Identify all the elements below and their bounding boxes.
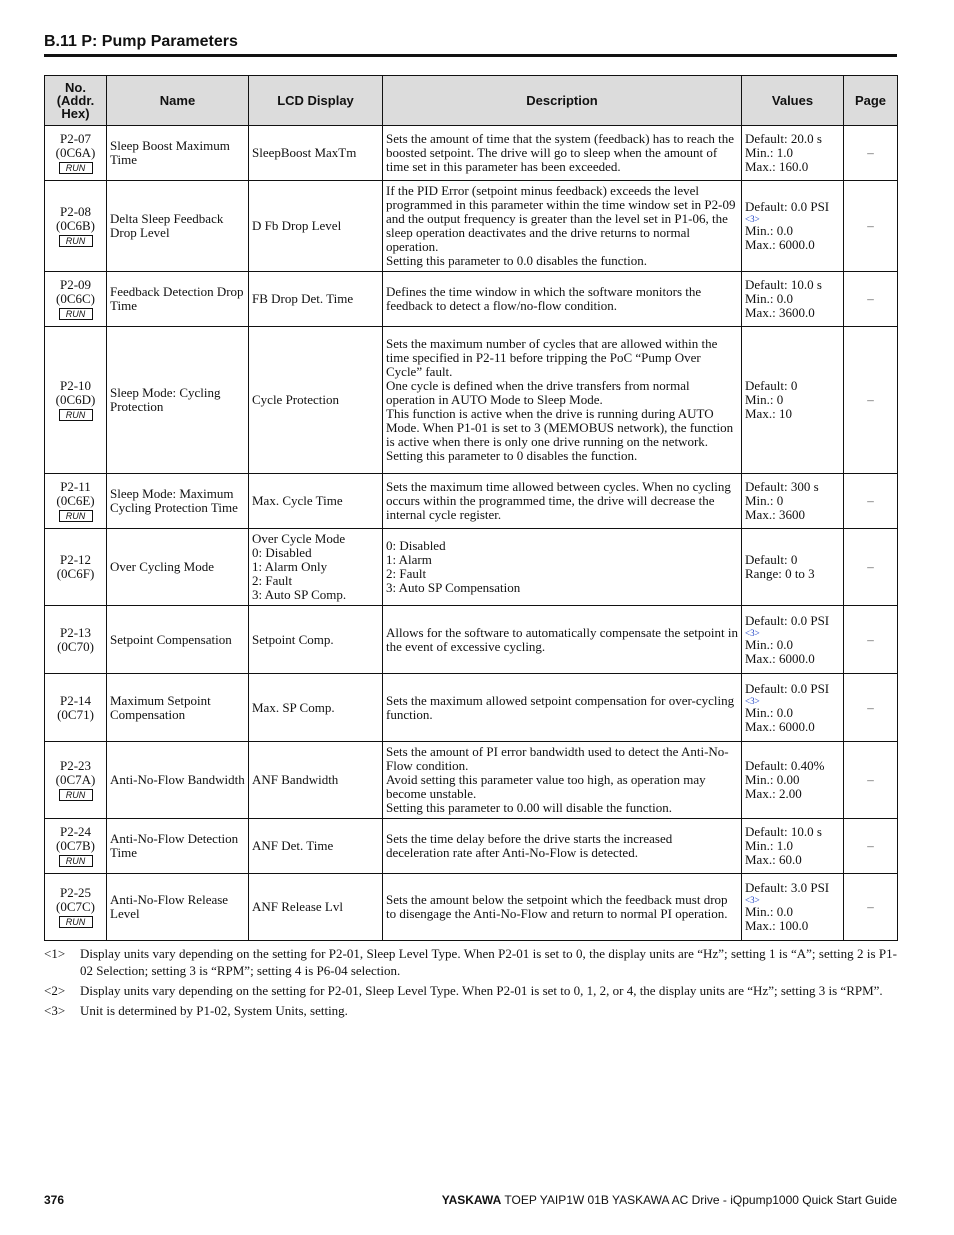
default-value: Default: 20.0 s — [745, 131, 822, 146]
param-number: P2-07 — [59, 131, 92, 146]
table-row — [45, 674, 898, 742]
page-reference: – — [844, 529, 898, 606]
param-number: P2-24 — [59, 824, 92, 839]
description-cell — [383, 529, 742, 606]
footnote — [44, 1002, 897, 1019]
param-number-cell — [45, 606, 107, 674]
page-reference: – — [844, 272, 898, 327]
param-number: P2-08 — [59, 204, 92, 219]
values-cell — [742, 674, 844, 742]
description-line: Avoid setting this parameter value too high, as operation may become unstable. — [386, 772, 706, 801]
min-value: Min.: 0 — [745, 493, 784, 508]
max-value: Max.: 2.00 — [745, 786, 802, 801]
lcd-display-cell — [249, 272, 383, 327]
values-cell — [742, 742, 844, 819]
header-page: Page — [844, 76, 898, 126]
header-no: No. (Addr. Hex) — [45, 76, 107, 126]
lcd-display-line: ANF Release Lvl — [252, 899, 343, 914]
description-line: Sets the amount of PI error bandwidth used to detect the Anti-No-Flow condition. — [386, 744, 729, 773]
default-value: Default: 10.0 s — [745, 824, 822, 839]
page-reference: – — [844, 674, 898, 742]
lcd-display-cell — [249, 529, 383, 606]
param-name: Maximum Setpoint Compensation — [107, 674, 249, 742]
page-reference: – — [844, 181, 898, 272]
min-value: Min.: 1.0 — [745, 145, 794, 160]
description-line: Sets the amount below the setpoint which the feedback must drop to disengage the Anti-No-Flow and return to normal PI operation. — [386, 892, 728, 921]
page-reference: – — [844, 742, 898, 819]
description-cell — [383, 474, 742, 529]
run-badge-icon: RUN — [59, 855, 93, 867]
min-value: Min.: 1.0 — [745, 838, 794, 853]
page-reference: – — [844, 327, 898, 474]
default-value: Default: 0 — [745, 552, 798, 567]
param-address: (0C7B) — [56, 838, 95, 853]
range-value: Range: 0 to 3 — [745, 566, 815, 581]
description-cell — [383, 874, 742, 941]
param-address: (0C6C) — [56, 291, 95, 306]
default-value: Default: 0.0 PSI — [745, 612, 830, 628]
lcd-display-line: D Fb Drop Level — [252, 218, 342, 233]
description-line: 2: Fault — [386, 566, 427, 581]
param-number: P2-09 — [59, 277, 92, 292]
lcd-display-line: ANF Det. Time — [252, 838, 334, 853]
default-value: Default: 0.0 PSI — [745, 680, 830, 696]
page-reference: – — [844, 606, 898, 674]
lcd-display-line: 1: Alarm Only — [252, 559, 328, 574]
param-name: Sleep Mode: Cycling Protection — [107, 327, 249, 474]
values-cell — [742, 327, 844, 474]
header-description: Description — [383, 76, 742, 126]
param-number: P2-11 — [60, 479, 91, 494]
param-number: P2-23 — [59, 758, 92, 773]
max-value: Max.: 10 — [745, 406, 792, 421]
lcd-display-line: SleepBoost MaxTm — [252, 145, 357, 160]
lcd-display-line: Setpoint Comp. — [252, 631, 334, 647]
footer-brand: YASKAWA — [441, 1193, 502, 1207]
description-line: Sets the maximum time allowed between cycles. When no cycling occurs within the programmed time, the drive will decrease the internal cycle register. — [386, 479, 731, 522]
min-value: Min.: 0.0 — [745, 636, 794, 652]
max-value: Max.: 3600 — [745, 507, 805, 522]
description-cell — [383, 327, 742, 474]
footnote-mark: <3> — [44, 1003, 66, 1018]
param-name: Sleep Mode: Maximum Cycling Protection Time — [107, 474, 249, 529]
parameters-table — [44, 75, 898, 941]
description-line: Defines the time window in which the software monitors the feedback to detect a flow/no-flow condition. — [386, 284, 702, 313]
table-row — [45, 742, 898, 819]
default-value: Default: 3.0 PSI — [745, 880, 830, 895]
page-reference: – — [844, 819, 898, 874]
lcd-display-line: ANF Bandwidth — [252, 772, 339, 787]
max-value: Max.: 160.0 — [745, 159, 809, 174]
footnote-mark: <1> — [44, 946, 66, 961]
description-line: If the PID Error (setpoint minus feedback) exceeds the level programmed in this parameter within the time window set in P2-09 and the output frequency is greater than the level set in P1-06, the sleep operation deactivates and the drive returns to normal operation. — [386, 183, 736, 254]
param-address: (0C6D) — [55, 392, 96, 407]
table-row — [45, 606, 898, 674]
max-value: Max.: 6000.0 — [745, 718, 815, 734]
param-name: Anti-No-Flow Detection Time — [107, 819, 249, 874]
run-badge-icon: RUN — [59, 916, 93, 928]
param-address: (0C6A) — [55, 145, 96, 160]
param-number-cell — [45, 327, 107, 474]
max-value: Max.: 60.0 — [745, 852, 802, 867]
description-line: Allows for the software to automatically compensate the setpoint in the event of excessive cycling. — [386, 624, 738, 654]
header-values: Values — [742, 76, 844, 126]
param-number-cell — [45, 181, 107, 272]
param-address: (0C6B) — [56, 218, 95, 233]
description-line: Sets the time delay before the drive starts the increased deceleration rate after Anti-No-Flow is detected. — [386, 831, 673, 860]
unit-note-reference: <3> — [745, 627, 760, 638]
lcd-display-line: FB Drop Det. Time — [252, 291, 354, 306]
lcd-display-cell — [249, 126, 383, 181]
unit-note-reference: <3> — [745, 895, 760, 905]
unit-note-reference: <3> — [745, 214, 760, 224]
param-number: P2-14 — [59, 692, 92, 708]
default-value: Default: 0 — [745, 378, 798, 393]
param-address: (0C70) — [57, 638, 94, 654]
values-cell — [742, 181, 844, 272]
param-number-cell — [45, 874, 107, 941]
param-address: (0C6F) — [56, 566, 95, 581]
values-cell — [742, 126, 844, 181]
header-lcd-display: LCD Display — [249, 76, 383, 126]
run-badge-icon: RUN — [59, 409, 93, 421]
lcd-display-line: Max. Cycle Time — [252, 493, 343, 508]
param-address: (0C6E) — [56, 493, 95, 508]
description-cell — [383, 606, 742, 674]
lcd-display-line: 3: Auto SP Comp. — [252, 587, 347, 602]
description-line: One cycle is defined when the drive transfers from normal operation in AUTO Mode to Sleep Mode. — [386, 378, 690, 407]
run-badge-icon: RUN — [59, 510, 93, 522]
table-row — [45, 819, 898, 874]
description-line: Sets the amount of time that the system (feedback) has to reach the boosted setpoint. The drive will go to sleep when the amount of time set in this parameter has been exceeded. — [386, 131, 734, 174]
description-line: 1: Alarm — [386, 552, 432, 567]
param-number-cell — [45, 819, 107, 874]
run-badge-icon: RUN — [59, 235, 93, 247]
param-number: P2-12 — [59, 552, 92, 567]
footer-doc-name: TOEP YAIP1W 01B YASKAWA AC Drive - iQpump1000 Quick Start Guide — [501, 1193, 897, 1207]
table-header-row — [45, 76, 898, 126]
table-row — [45, 272, 898, 327]
param-name: Delta Sleep Feedback Drop Level — [107, 181, 249, 272]
lcd-display-cell — [249, 606, 383, 674]
run-badge-icon: RUN — [59, 162, 93, 174]
param-address: (0C7C) — [56, 899, 95, 914]
footnote — [44, 945, 897, 979]
min-value: Min.: 0 — [745, 392, 784, 407]
max-value: Max.: 3600.0 — [745, 305, 815, 320]
description-cell — [383, 674, 742, 742]
param-name: Feedback Detection Drop Time — [107, 272, 249, 327]
values-cell — [742, 474, 844, 529]
param-name: Sleep Boost Maximum Time — [107, 126, 249, 181]
values-cell — [742, 819, 844, 874]
param-name: Anti-No-Flow Bandwidth — [107, 742, 249, 819]
unit-note-reference: <3> — [745, 695, 760, 706]
lcd-display-cell — [249, 742, 383, 819]
table-row — [45, 474, 898, 529]
default-value: Default: 300 s — [745, 479, 819, 494]
description-line: Setting this parameter to 0.0 disables the function. — [386, 253, 648, 268]
lcd-display-cell — [249, 819, 383, 874]
max-value: Max.: 6000.0 — [745, 237, 815, 252]
title-rule — [44, 54, 897, 57]
min-value: Min.: 0.0 — [745, 704, 794, 720]
values-cell — [742, 606, 844, 674]
param-number: P2-25 — [59, 885, 92, 900]
lcd-display-line: Max. SP Comp. — [252, 699, 335, 715]
description-cell — [383, 819, 742, 874]
lcd-display-cell — [249, 181, 383, 272]
page-reference: – — [844, 874, 898, 941]
max-value: Max.: 6000.0 — [745, 650, 815, 666]
description-cell — [383, 126, 742, 181]
lcd-display-line: 2: Fault — [252, 573, 293, 588]
table-row — [45, 126, 898, 181]
min-value: Min.: 0.00 — [745, 772, 800, 787]
table-row — [45, 327, 898, 474]
footnote-text: Display units vary depending on the setting for P2-01, Sleep Level Type. When P2-01 is set to 0, the display units are “Hz”; setting 1 is “A”; setting 2 is P1-02 Selection; setting 3 is “RPM”; setting 4 is P6-04 selection. — [80, 946, 897, 978]
description-line: 3: Auto SP Compensation — [386, 580, 521, 595]
default-value: Default: 0.0 PSI — [745, 199, 830, 214]
lcd-display-line: Cycle Protection — [252, 392, 340, 407]
max-value: Max.: 100.0 — [745, 918, 809, 933]
footnote-text: Unit is determined by P1-02, System Units, setting. — [80, 1003, 348, 1018]
default-value: Default: 10.0 s — [745, 277, 822, 292]
footer-document-title — [442, 1193, 897, 1207]
lcd-display-cell — [249, 674, 383, 742]
lcd-display-cell — [249, 327, 383, 474]
page-number: 376 — [44, 1193, 65, 1207]
description-line: Setting this parameter to 0 disables the function. — [386, 448, 638, 463]
description-cell — [383, 181, 742, 272]
values-cell — [742, 272, 844, 327]
header-name: Name — [107, 76, 249, 126]
lcd-display-cell — [249, 874, 383, 941]
description-cell — [383, 742, 742, 819]
run-badge-icon: RUN — [59, 789, 93, 801]
footnotes — [44, 945, 897, 1022]
param-address: (0C7A) — [55, 772, 96, 787]
min-value: Min.: 0.0 — [745, 223, 794, 238]
page-footer — [44, 1193, 897, 1211]
param-number-cell — [45, 126, 107, 181]
min-value: Min.: 0.0 — [745, 904, 794, 919]
description-line: Sets the maximum number of cycles that are allowed within the time specified in P2-11 before tripping the PoC “Pump Over Cycle” fault. — [386, 336, 718, 379]
min-value: Min.: 0.0 — [745, 291, 794, 306]
description-line: This function is active when the drive is running during AUTO Mode. When P1-01 is set to 3 (MEMOBUS network), the function is active when there is only one drive running on the network. — [386, 406, 734, 449]
param-name: Over Cycling Mode — [107, 529, 249, 606]
description-line: Setting this parameter to 0.00 will disable the function. — [386, 800, 672, 815]
param-number: P2-10 — [59, 378, 92, 393]
table-row — [45, 529, 898, 606]
param-number: P2-13 — [59, 624, 92, 640]
description-line: Sets the maximum allowed setpoint compensation for over-cycling function. — [386, 692, 735, 722]
section-title: B.11 P: Pump Parameters — [44, 33, 238, 50]
footnote-mark: <2> — [44, 983, 66, 998]
param-number-cell — [45, 474, 107, 529]
param-name: Setpoint Compensation — [107, 606, 249, 674]
lcd-display-line: Over Cycle Mode — [252, 531, 346, 546]
param-number-cell — [45, 529, 107, 606]
param-number-cell — [45, 272, 107, 327]
footnote-text: Display units vary depending on the setting for P2-01, Sleep Level Type. When P2-01 is set to 0, 1, 2, or 4, the display units are “Hz”; setting 3 is “RPM”. — [80, 983, 883, 998]
table-body — [45, 126, 898, 941]
page-reference: – — [844, 126, 898, 181]
run-badge-icon: RUN — [59, 308, 93, 320]
table-row — [45, 181, 898, 272]
lcd-display-line: 0: Disabled — [252, 545, 312, 560]
footnote — [44, 982, 897, 999]
param-address: (0C71) — [57, 706, 94, 722]
description-line: 0: Disabled — [386, 538, 446, 553]
default-value: Default: 0.40% — [745, 758, 825, 773]
param-number-cell — [45, 742, 107, 819]
page-reference: – — [844, 474, 898, 529]
values-cell — [742, 529, 844, 606]
param-number-cell — [45, 674, 107, 742]
param-name: Anti-No-Flow Release Level — [107, 874, 249, 941]
values-cell — [742, 874, 844, 941]
table-row — [45, 874, 898, 941]
description-cell — [383, 272, 742, 327]
lcd-display-cell — [249, 474, 383, 529]
